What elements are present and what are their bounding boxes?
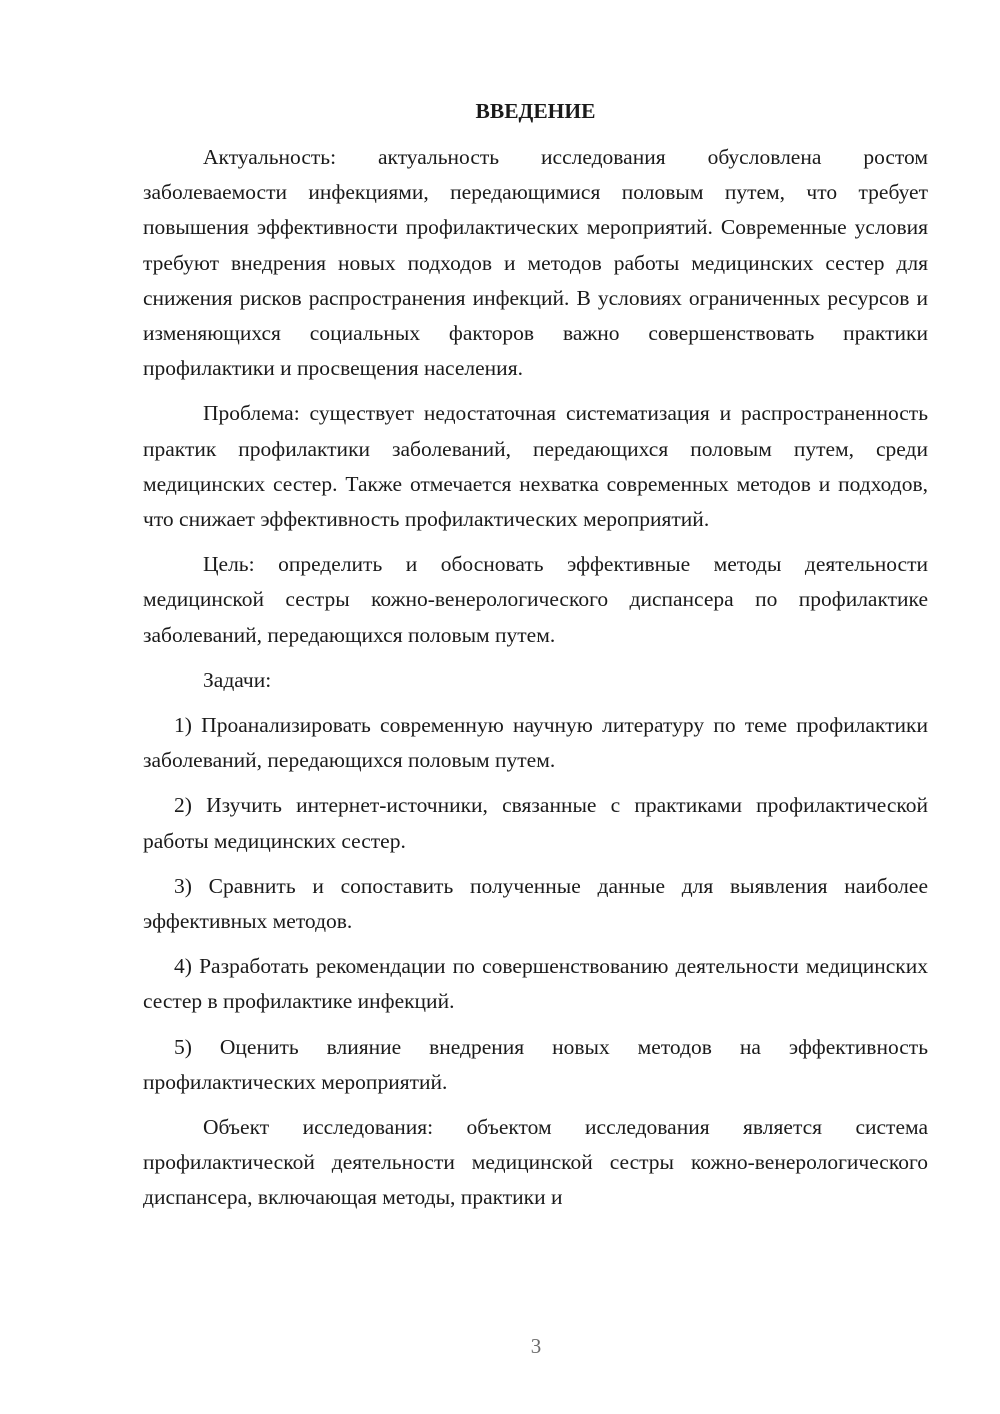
task-item-4: 4) Разработать рекомендации по совершенствованию деятельности медицинских сестер в профилактике инфекций. [143, 954, 928, 1014]
task-item-5: 5) Оценить влияние внедрения новых методов на эффективность профилактических мероприятий. [143, 1034, 928, 1094]
object-paragraph: Объект исследования: объектом исследования является система профилактической деятельности медицинской сестры кожно-венерологического диспансера, включающая методы, практики и [143, 1115, 928, 1210]
problem-paragraph: Проблема: существует недостаточная систематизация и распространенность практик профилактики заболеваний, передающихся половым путем, среди медицинских сестер. Также отмечается нехватка современных методов и подходов, что снижает эффективность профилактических мероприятий. [143, 401, 928, 532]
page-number: 3 [530, 1334, 542, 1358]
task-item-1: 1) Проанализировать современную научную литературу по теме профилактики заболеваний, передающихся половым путем. [143, 713, 928, 773]
task-item-3: 3) Сравнить и сопоставить полученные данные для выявления наиболее эффективных методов. [143, 873, 928, 934]
goal-paragraph: Цель: определить и обосновать эффективные методы деятельности медицинской сестры кожно-венерологического диспансера по профилактике заболеваний, передающихся половым путем. [143, 552, 928, 647]
task-item-2: 2) Изучить интернет-источники, связанные с практиками профилактической работы медицинских сестер. [143, 793, 928, 853]
document-page [143, 96, 928, 1226]
section-heading: ВВЕДЕНИЕ [475, 99, 596, 123]
relevance-paragraph: Актуальность: актуальность исследования обусловлена ростом заболеваемости инфекциями, передающимися половым путем, что требует повышения эффективности профилактических мероприятий. Современные условия требуют внедрения новых подходов и методов работы медицинских сестер для снижения рисков распространения инфекций. В условиях ограниченных ресурсов и изменяющихся социальных факторов важно совершенствовать практики профилактики и просвещения населения. [143, 145, 928, 381]
tasks-label: Задачи: [203, 667, 272, 692]
